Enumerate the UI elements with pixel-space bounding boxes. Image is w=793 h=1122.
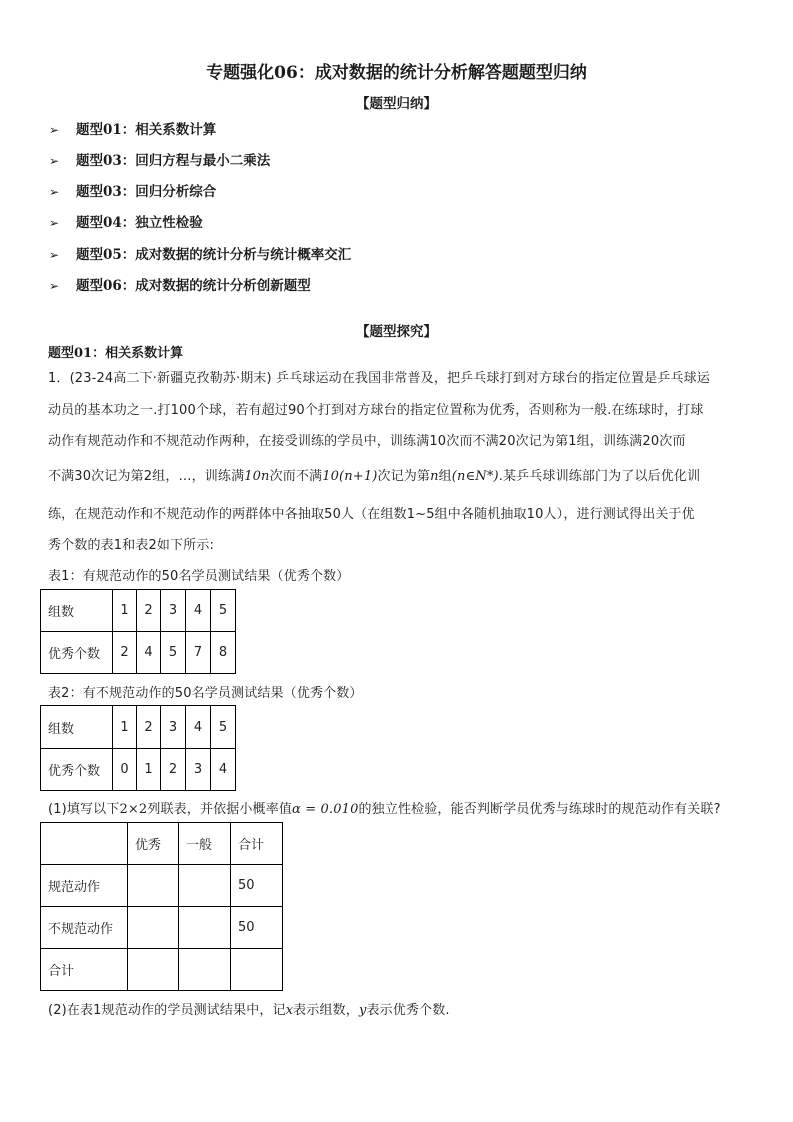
- table-cell[interactable]: [128, 949, 179, 991]
- row-label: 规范动作: [41, 865, 128, 907]
- header-row: [41, 823, 283, 865]
- table1-caption: 表1：有规范动作的50名学员测试结果（优秀个数）: [48, 569, 350, 584]
- arrow-bullet-icon: ➢: [49, 279, 60, 293]
- problem-line-2: 动员的基本功之一.打100个球，若有超过90个打到对方球台的指定位置称为优秀，否则称为一般.在练球时，打球: [48, 403, 704, 418]
- contingency-table: [40, 822, 283, 991]
- table-cell[interactable]: [231, 949, 283, 991]
- table-cell[interactable]: [179, 949, 231, 991]
- row-header: 优秀个数: [41, 632, 113, 674]
- column-header: 优秀: [128, 823, 179, 865]
- arrow-bullet-icon: ➢: [49, 248, 60, 262]
- text: 表示组数，: [293, 1003, 359, 1018]
- table-row: [41, 949, 283, 991]
- table-row: [41, 590, 236, 632]
- row-label: 合计: [41, 949, 128, 991]
- summary-item-label: 题型04：独立性检验: [76, 215, 203, 231]
- text: 的独立性检验，能否判断学员优秀与练球时的规范动作有关联?: [358, 802, 721, 817]
- table-cell: 1: [137, 749, 161, 791]
- table-cell: 4: [211, 749, 236, 791]
- math-alpha: α = 0.010: [292, 802, 359, 817]
- math-n: n: [430, 469, 439, 484]
- text: 次记为第: [377, 469, 431, 484]
- table-cell: 5: [211, 590, 236, 632]
- math-n-in-N: (n∈N*): [451, 469, 499, 484]
- text: (2)在表1规范动作的学员测试结果中，记: [48, 1003, 286, 1018]
- text: .某乒乓球训练部门为了以后优化训: [498, 469, 701, 484]
- table-row: [41, 632, 236, 674]
- summary-item-label: 题型03：回归分析综合: [76, 184, 217, 200]
- summary-heading: 【题型归纳】: [356, 96, 437, 112]
- table-cell: 2: [137, 706, 161, 749]
- summary-item-label: 题型03：回归方程与最小二乘法: [76, 153, 271, 169]
- row-header: 组数: [41, 590, 113, 632]
- table-cell: 2: [161, 749, 186, 791]
- document-title: 专题强化06：成对数据的统计分析解答题题型归纳: [206, 63, 587, 83]
- table-cell: 5: [211, 706, 236, 749]
- table-cell[interactable]: [179, 907, 231, 949]
- table-cell: 4: [186, 706, 211, 749]
- arrow-bullet-icon: ➢: [49, 154, 60, 168]
- table-cell[interactable]: [179, 865, 231, 907]
- math-10n-plus-1: 10(n+1): [322, 469, 378, 484]
- table-cell: 5: [161, 632, 186, 674]
- problem-line-5: 练，在规范动作和不规范动作的两群体中各抽取50人（在组数1~5组中各随机抽取10人），进行测试得出关于优: [48, 507, 695, 522]
- problem-line-6: 秀个数的表1和表2如下所示:: [48, 538, 215, 553]
- summary-item: [49, 274, 311, 294]
- summary-item-label: 题型05：成对数据的统计分析与统计概率交汇: [76, 247, 352, 263]
- table-cell: 3: [161, 706, 186, 749]
- table-cell[interactable]: 50: [231, 907, 283, 949]
- math-x: x: [285, 1003, 294, 1018]
- section-title: 题型01：相关系数计算: [48, 346, 184, 361]
- table1: [40, 589, 236, 674]
- table-cell[interactable]: [128, 907, 179, 949]
- table-row: [41, 749, 236, 791]
- table-cell: 2: [137, 590, 161, 632]
- math-2x2: 2×2: [119, 802, 148, 817]
- row-header: 组数: [41, 706, 113, 749]
- text: 列联表，并依据小概率值: [147, 802, 293, 817]
- summary-item: [49, 243, 351, 263]
- text: 不满30次记为第2组，…，训练满: [48, 469, 245, 484]
- explore-heading: 【题型探究】: [356, 324, 437, 340]
- table-cell: 8: [211, 632, 236, 674]
- summary-item: [49, 180, 216, 200]
- summary-item: [49, 149, 270, 169]
- summary-item-label: 题型06：成对数据的统计分析创新题型: [76, 278, 311, 294]
- arrow-bullet-icon: ➢: [49, 123, 60, 137]
- table-cell: 7: [186, 632, 211, 674]
- table-row: [41, 865, 283, 907]
- arrow-bullet-icon: ➢: [49, 216, 60, 230]
- text: 次而不满: [269, 469, 323, 484]
- problem-line-1: 1．(23-24高二下·新疆克孜勒苏·期末) 乒乓球运动在我国非常普及，把乒乓球打到对方球台的指定位置是乒乓球运: [48, 371, 710, 386]
- table-cell: 1: [113, 706, 137, 749]
- summary-item: [49, 211, 203, 231]
- table-cell[interactable]: [128, 865, 179, 907]
- table-cell[interactable]: 50: [231, 865, 283, 907]
- question-1: [48, 798, 721, 817]
- column-header: 合计: [231, 823, 283, 865]
- table-cell: 2: [113, 632, 137, 674]
- table2: [40, 705, 236, 791]
- problem-line-3: 动作有规范动作和不规范动作两种，在接受训练的学员中，训练满10次而不满20次记为第1组，训练满20次而: [48, 434, 686, 449]
- problem-line-4: [48, 465, 700, 484]
- table-cell: 4: [186, 590, 211, 632]
- table-cell: 3: [186, 749, 211, 791]
- text: (1)填写以下: [48, 802, 120, 817]
- math-y: y: [358, 1003, 367, 1018]
- math-10n: 10n: [244, 469, 270, 484]
- table-cell: 0: [113, 749, 137, 791]
- arrow-bullet-icon: ➢: [49, 185, 60, 199]
- table-row: [41, 907, 283, 949]
- table-row: [41, 706, 236, 749]
- table2-caption: 表2：有不规范动作的50名学员测试结果（优秀个数）: [48, 686, 363, 701]
- row-header: 优秀个数: [41, 749, 113, 791]
- table-cell: 4: [137, 632, 161, 674]
- text: 表示优秀个数.: [366, 1003, 450, 1018]
- column-header: 一般: [179, 823, 231, 865]
- table-cell: 3: [161, 590, 186, 632]
- question-2: [48, 999, 450, 1018]
- column-header: [41, 823, 128, 865]
- row-label: 不规范动作: [41, 907, 128, 949]
- summary-item: [49, 118, 216, 138]
- text: 组: [438, 469, 452, 484]
- summary-item-label: 题型01：相关系数计算: [76, 122, 217, 138]
- table-cell: 1: [113, 590, 137, 632]
